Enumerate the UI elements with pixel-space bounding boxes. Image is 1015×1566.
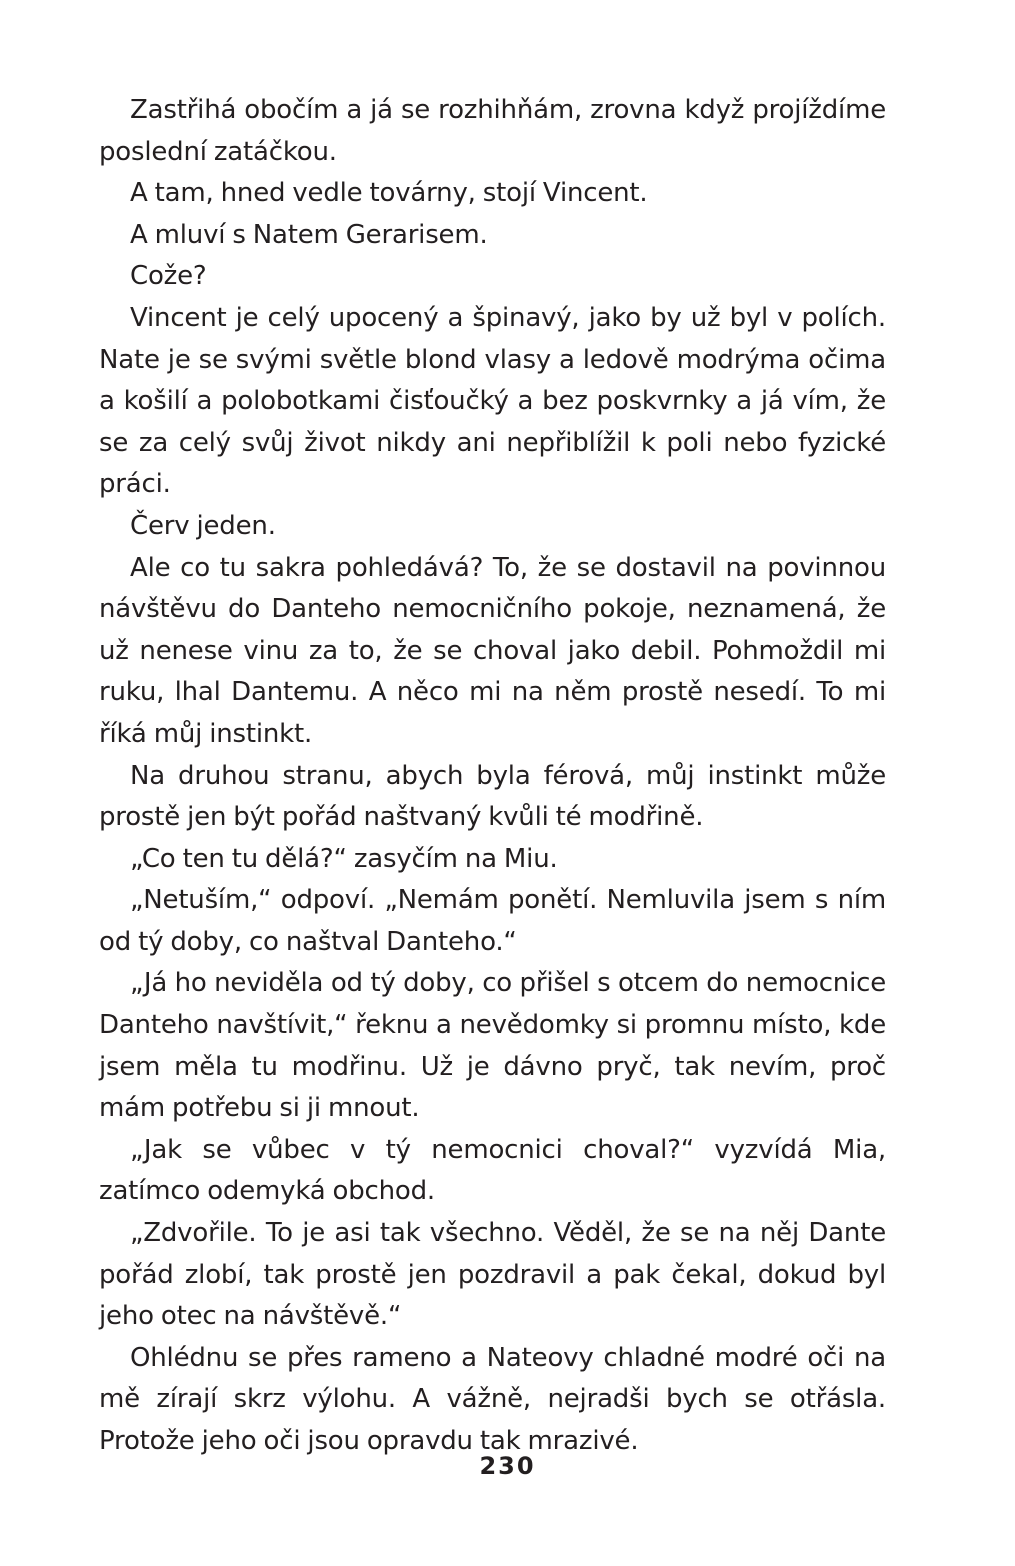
paragraph-8: Na druhou stranu, abych byla férová, můj instinkt může prostě jen být pořád naštvaný kvůli té modřině. xyxy=(99,760,886,833)
body-text xyxy=(99,90,886,1463)
paragraph-4: Cože? xyxy=(130,261,207,292)
paragraph-10: „Netuším,“ odpoví. „Nemám ponětí. Nemluvila jsem s ním od tý doby, co naštval Danteho.“ xyxy=(99,885,886,957)
paragraph-11: „Já ho neviděla od tý doby, co přišel s otcem do nemocnice Danteho navštívit,“ řeknu a nevědomky si promnu místo, kde jsem měla tu modřinu. Už je dávno pryč, tak nevím, proč mám potřebu si ji mnout. xyxy=(99,968,886,1124)
paragraph-1: Zastřihá obočím a já se rozhihňám, zrovna když projíždíme poslední zatáčkou. xyxy=(99,95,886,167)
paragraph-2: A tam, hned vedle továrny, stojí Vincent. xyxy=(130,178,648,209)
paragraph-5: Vincent je celý upocený a špinavý, jako by už byl v polích. Nate je se svými světle blond vlasy a ledově modrýma očima a košilí a polobotkami čisťoučký a bez poskvrnky a já vím, že se za celý svůj život nikdy ani nepřiblížil k poli nebo fyzické práci. xyxy=(99,302,886,500)
paragraph-9: „Co ten tu dělá?“ zasyčím na Miu. xyxy=(130,843,558,874)
page-number: 230 xyxy=(479,1452,536,1480)
paragraph-14: Ohlédnu se přes rameno a Nateovy chladné modré oči na mě zírají skrz výlohu. A vážně, nejradši bych se otřásla. Protože jeho oči jsou opravdu tak mrazivé. xyxy=(99,1342,886,1456)
paragraph-7: Ale co tu sakra pohledává? To, že se dostavil na povinnou návštěvu do Danteho nemocničního pokoje, neznamená, že už nenese vinu za to, že se choval jako debil. Pohmoždil mi ruku, lhal Dantemu. A něco mi na něm prostě nesedí. To mi říká můj instinkt. xyxy=(99,552,886,749)
paragraph-3: A mluví s Natem Gerarisem. xyxy=(130,219,488,250)
paragraph-6: Červ jeden. xyxy=(130,510,276,541)
paragraph-13: „Zdvořile. To je asi tak všechno. Věděl, že se na něj Dante pořád zlobí, tak prostě jen pozdravil a pak čekal, dokud byl jeho otec na návštěvě.“ xyxy=(99,1218,886,1332)
paragraph-12: „Jak se vůbec v tý nemocnici choval?“ vyzvídá Mia, zatímco odemyká obchod. xyxy=(99,1134,886,1207)
